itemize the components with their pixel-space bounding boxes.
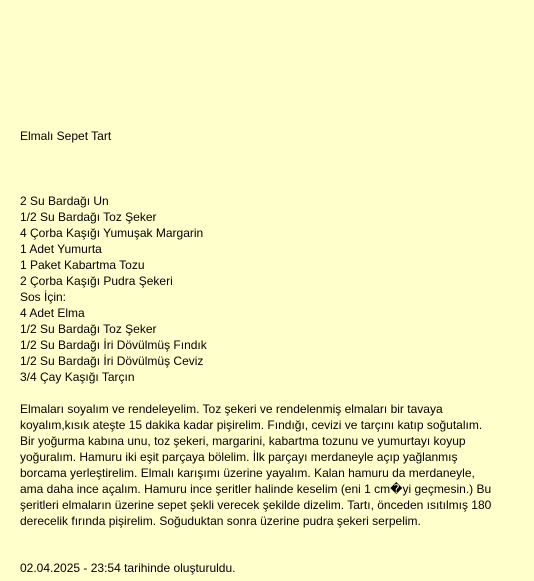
recipe-instructions: Elmaları soyalım ve rendeleyelim. Toz şekeri ve rendelenmiş elmaları bir tavaya koyalım,kısık ateşte 15 dakika kadar pişirelim. Fındığı, cevizi ve tarçını katıp soğutalım. Bir yoğurma kabına unu, toz şekeri, margarini, kabartma tozunu ve yumurtayı koyup yoğuralım. Hamuru iki eşit parçaya bölelim. İlk parçayı merdaneyle açıp yağlanmış borcama yerleştirelim. Elmalı karışımı üzerine yayalım. Kalan hamuru da merdaneyle, ama daha ince açalım. Hamuru ince şeritler halinde keselim (eni 1 cm�yi geçmesin.) Bu şeritleri elmaların üzerine sepet şekli verecek şekilde dizelim. Tartı, önceden ısıtılmış 180 derecelik fırında pişirelim. Soğuduktan sonra üzerine pudra şekeri serpelim. [20,402,492,528]
ingredient-item: 1 Paket Kabartma Tozu [20,258,145,272]
ingredient-item: 1 Adet Yumurta [20,242,102,256]
ingredients-list [20,193,207,385]
ingredient-item: 4 Adet Elma [20,306,85,320]
sauce-section-label: Sos İçin: [20,290,67,304]
ingredient-item: 1/2 Su Bardağı Toz Şeker [20,322,157,336]
created-timestamp: 02.04.2025 - 23:54 tarihinde oluşturuldu. [20,561,236,575]
ingredient-item: 3/4 Çay Kaşığı Tarçın [20,370,135,384]
ingredient-item: 2 Çorba Kaşığı Pudra Şekeri [20,274,173,288]
recipe-title: Elmalı Sepet Tart [20,129,112,143]
ingredient-item: 1/2 Su Bardağı İri Dövülmüş Fındık [20,338,207,352]
ingredient-item: 4 Çorba Kaşığı Yumuşak Margarin [20,226,204,240]
ingredient-item: 1/2 Su Bardağı İri Dövülmüş Ceviz [20,354,204,368]
ingredient-item: 1/2 Su Bardağı Toz Şeker [20,210,157,224]
ingredient-item: 2 Su Bardağı Un [20,194,109,208]
